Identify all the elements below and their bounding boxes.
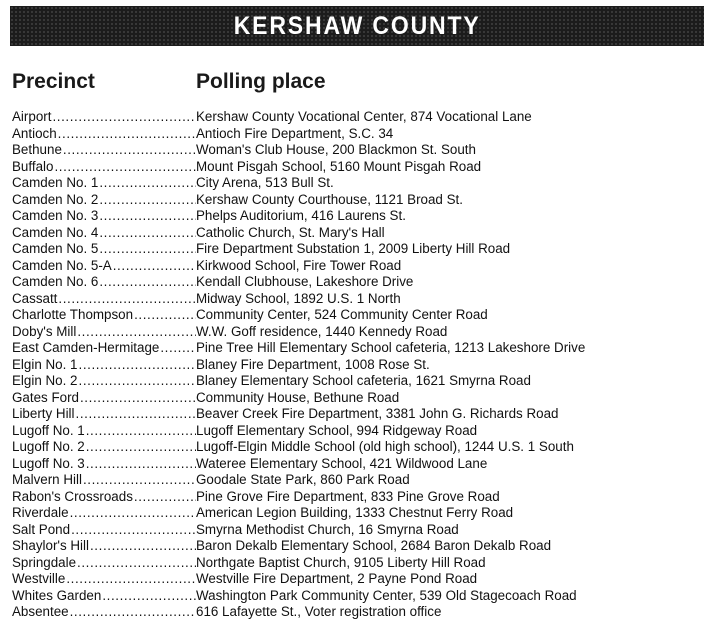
precinct-cell [12,192,196,209]
leader-dots [90,538,196,555]
leader-dots [99,225,196,242]
precinct-name: Liberty Hill [12,406,75,421]
list-item [12,192,708,209]
polling-place: Lugoff-Elgin Middle School (old high school), 1244 U.S. 1 South [196,439,574,454]
polling-place: Blaney Elementary School cafeteria, 1621 Smyrna Road [196,373,531,388]
list-item [12,604,708,621]
precinct-name: Lugoff No. 3 [12,455,85,471]
leader-dots [99,192,196,209]
polling-place: 616 Lafayette St., Voter registration office [196,604,442,619]
leader-dots [71,522,196,539]
leader-dots [66,571,196,588]
polling-place: Community Center, 524 Community Center Road [196,307,488,322]
precinct-cell [12,241,196,258]
leader-dots [63,142,196,159]
precinct-cell [12,126,196,143]
polling-place: Kirkwood School, Fire Tower Road [196,257,402,273]
list-item [12,555,708,572]
precinct-cell [12,373,196,390]
list-item [12,324,708,341]
leader-dots [160,340,196,357]
leader-dots [70,505,196,522]
list-item [12,142,708,159]
precinct-cell [12,357,196,374]
precinct-name: Elgin No. 2 [12,373,78,388]
precinct-cell [12,604,196,621]
polling-place: Kendall Clubhouse, Lakeshore Drive [196,274,414,289]
precinct-cell [12,439,196,456]
precinct-name: Absentee [12,604,69,619]
precinct-name: Camden No. 3 [12,208,99,223]
leader-dots [102,588,196,605]
precinct-name: Elgin No. 1 [12,356,78,372]
list-item [12,291,708,308]
precinct-name: Camden No. 6 [12,274,99,289]
precinct-name: Westville [12,571,66,586]
polling-place: City Arena, 513 Bull St. [196,175,334,190]
precinct-cell [12,456,196,473]
list-item [12,571,708,588]
precinct-cell [12,571,196,588]
precinct-name: Whites Garden [12,587,102,603]
precinct-cell [12,142,196,159]
list-item [12,357,708,374]
leader-dots [77,324,196,341]
precinct-name: East Camden-Hermitage [12,340,160,355]
polling-place: Fire Department Substation 1, 2009 Liberty Hill Road [196,241,511,256]
precinct-cell [12,258,196,275]
leader-dots [86,423,196,440]
precinct-cell [12,522,196,539]
list-item [12,258,708,275]
precinct-cell [12,472,196,489]
polling-place: Goodale State Park, 860 Park Road [196,472,410,487]
precinct-cell [12,390,196,407]
precinct-cell [12,406,196,423]
precinct-cell [12,274,196,291]
polling-place: Blaney Fire Department, 1008 Rose St. [196,356,430,372]
polling-place: Lugoff Elementary School, 994 Ridgeway Road [196,422,478,438]
precinct-name: Lugoff No. 2 [12,439,85,454]
precinct-name: Salt Pond [12,521,71,537]
precinct-cell [12,291,196,308]
polling-place: Kershaw County Vocational Center, 874 Vocational Lane [196,109,532,124]
polling-place: Catholic Church, St. Mary's Hall [196,224,385,240]
list-item [12,423,708,440]
leader-dots [99,208,196,225]
precinct-cell [12,489,196,506]
precinct-cell [12,208,196,225]
precinct-cell [12,538,196,555]
precinct-cell [12,175,196,192]
leader-dots [52,109,196,126]
list-item [12,159,708,176]
list-item [12,241,708,258]
polling-place-column-header: Polling place [196,70,326,93]
leader-dots [79,373,196,390]
precinct-name: Bethune [12,142,62,157]
leader-dots [86,456,196,473]
list-item [12,307,708,324]
leader-dots [113,258,196,275]
precinct-cell [12,588,196,605]
precinct-cell [12,307,196,324]
precinct-cell [12,505,196,522]
precinct-name: Charlotte Thompson [12,307,134,322]
precinct-name: Airport [12,109,52,124]
list-item [12,225,708,242]
list-item [12,439,708,456]
precinct-cell [12,159,196,176]
leader-dots [99,274,196,291]
list-item [12,505,708,522]
polling-place: Woman's Club House, 200 Blackmon St. South [196,142,476,157]
polling-place: Pine Grove Fire Department, 833 Pine Grove Road [196,488,500,504]
polling-place: Northgate Baptist Church, 9105 Liberty Hill Road [196,554,486,570]
leader-dots [134,307,196,324]
precinct-cell [12,225,196,242]
precinct-cell [12,423,196,440]
precinct-cell [12,555,196,572]
list-item [12,373,708,390]
leader-dots [99,241,196,258]
polling-place: W.W. Goff residence, 1440 Kennedy Road [196,323,448,339]
list-item [12,456,708,473]
precinct-name: Doby's Mill [12,323,77,339]
leader-dots [80,390,196,407]
polling-place: Baron Dekalb Elementary School, 2684 Baron Dekalb Road [196,538,552,553]
precinct-name: Camden No. 1 [12,175,99,190]
leader-dots [83,472,196,489]
list-item [12,406,708,423]
leader-dots [79,357,196,374]
title-banner [10,6,704,46]
precinct-name: Camden No. 2 [12,191,99,207]
precinct-name: Gates Ford [12,389,79,405]
polling-place: Smyrna Methodist Church, 16 Smyrna Road [196,521,459,537]
precinct-name: Springdale [12,554,77,570]
precinct-name: Lugoff No. 1 [12,422,85,438]
leader-dots [58,291,196,308]
precinct-name: Camden No. 5 [12,241,99,256]
precinct-name: Rabon's Crossroads [12,488,133,504]
list-item [12,588,708,605]
polling-place: Westville Fire Department, 2 Payne Pond Road [196,571,478,586]
polling-place: Kershaw County Courthouse, 1121 Broad St. [196,191,463,207]
precinct-cell [12,109,196,126]
leader-dots [76,406,196,423]
precinct-name: Buffalo [12,158,54,174]
precinct-name: Camden No. 5-A [12,257,112,273]
list-item [12,208,708,225]
leader-dots [70,604,196,621]
list-item [12,522,708,539]
polling-place: Phelps Auditorium, 416 Laurens St. [196,208,406,223]
polling-place: Mount Pisgah School, 5160 Mount Pisgah Road [196,158,482,174]
polling-place: Beaver Creek Fire Department, 3381 John G. Richards Road [196,406,559,421]
leader-dots [134,489,196,506]
list-item [12,109,708,126]
county-title: KERSHAW COUNTY [233,11,481,40]
leader-dots [54,159,196,176]
precinct-name: Antioch [12,125,57,141]
list-item [12,390,708,407]
list-item [12,274,708,291]
list-item [12,538,708,555]
polling-place: Community House, Bethune Road [196,389,400,405]
polling-place: Midway School, 1892 U.S. 1 North [196,290,401,306]
polling-place: Pine Tree Hill Elementary School cafeteria, 1213 Lakeshore Drive [196,340,586,355]
leader-dots [99,175,196,192]
precinct-name: Camden No. 4 [12,224,99,240]
precinct-name: Shaylor's Hill [12,538,89,553]
polling-place: Wateree Elementary School, 421 Wildwood Lane [196,455,488,471]
precinct-name: Malvern Hill [12,472,82,487]
polling-place: American Legion Building, 1333 Chestnut Ferry Road [196,505,514,520]
leader-dots [58,126,196,143]
precinct-name: Riverdale [12,505,69,520]
polling-place: Antioch Fire Department, S.C. 34 [196,125,394,141]
leader-dots [86,439,196,456]
polling-place: Washington Park Community Center, 539 Old Stagecoach Road [196,587,577,603]
precinct-cell [12,340,196,357]
list-item [12,340,708,357]
list-item [12,489,708,506]
list-item [12,175,708,192]
precinct-list [12,109,708,621]
list-item [12,126,708,143]
precinct-cell [12,324,196,341]
list-item [12,472,708,489]
leader-dots [77,555,196,572]
precinct-name: Cassatt [12,290,58,306]
precinct-column-header: Precinct [12,70,95,93]
